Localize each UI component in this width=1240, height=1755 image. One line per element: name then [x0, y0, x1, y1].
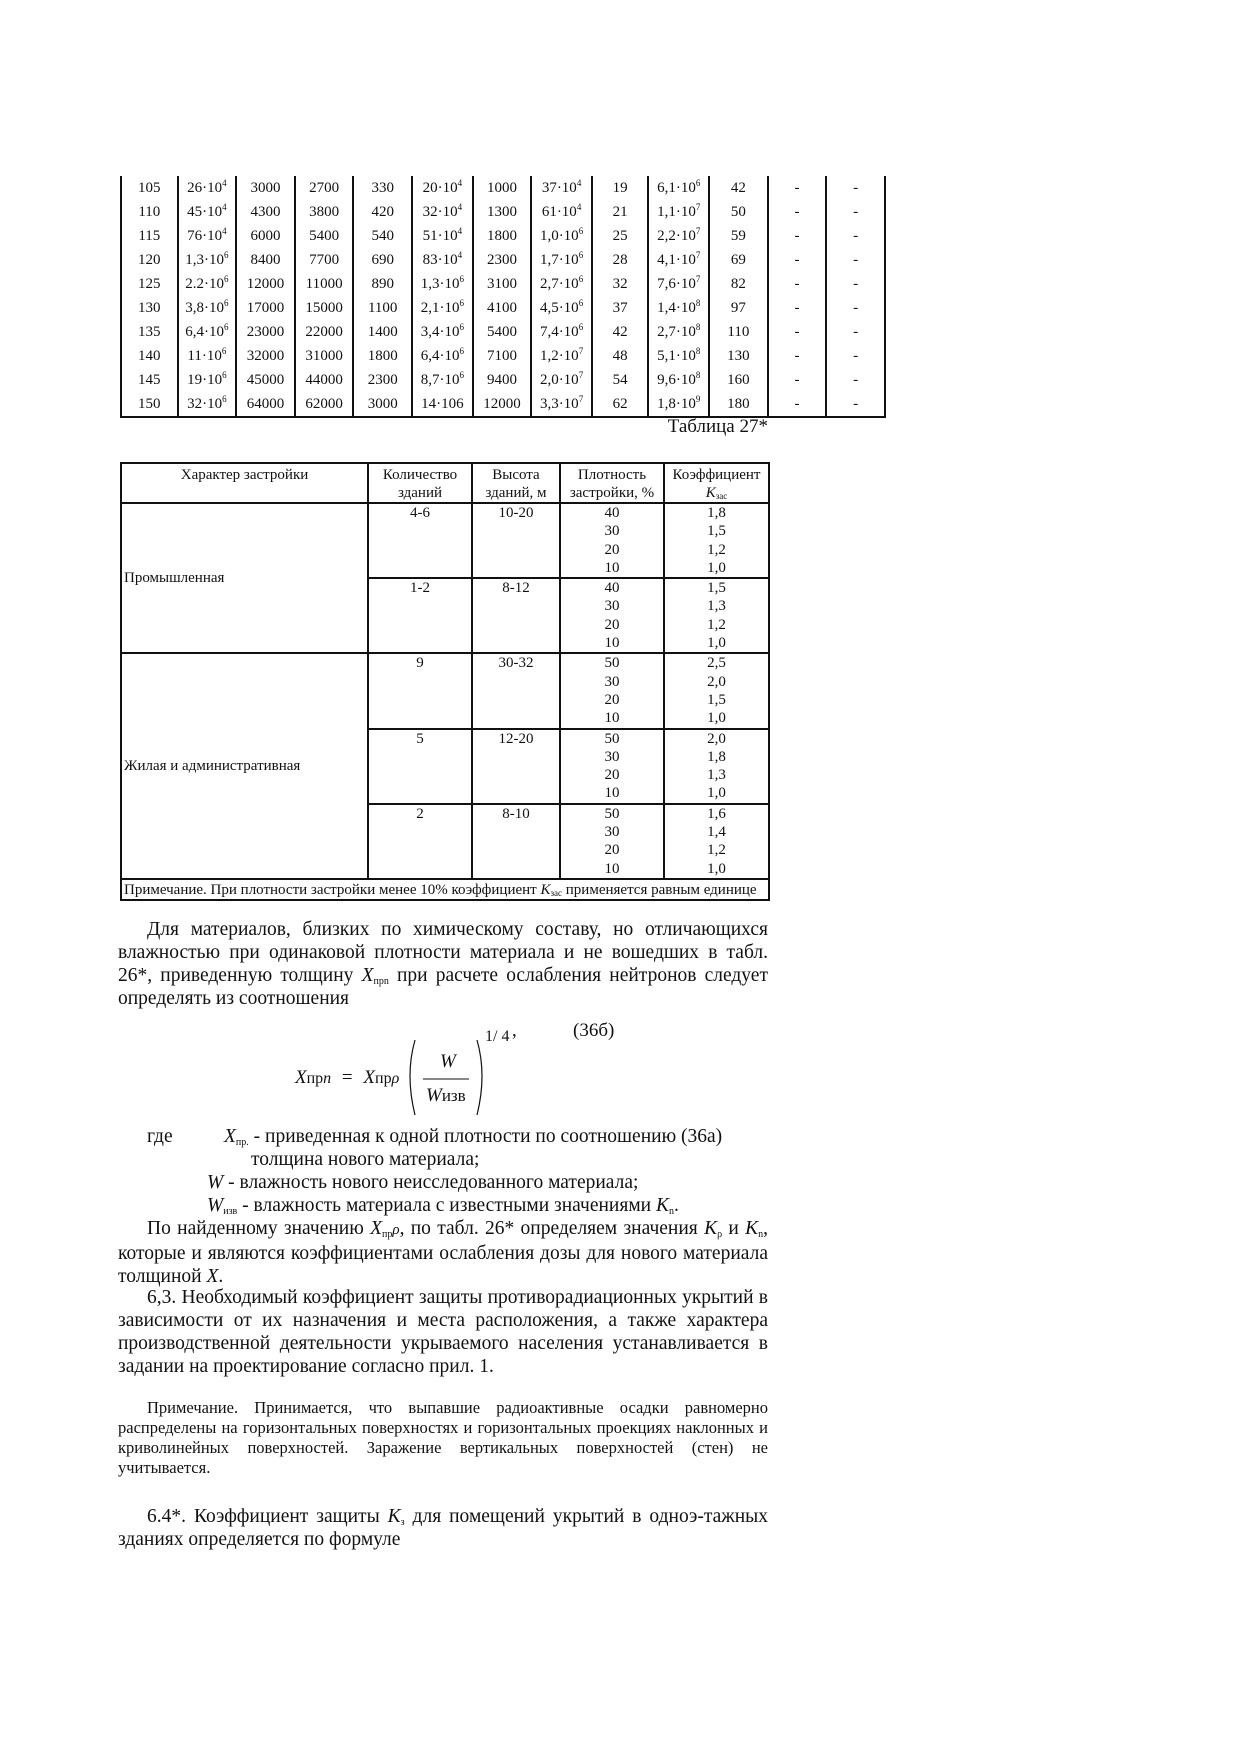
building-count-cell: [368, 541, 472, 559]
building-count-cell: [368, 766, 472, 784]
table-cell: 690: [353, 248, 412, 272]
building-count-cell: [368, 748, 472, 766]
table-cell: $4,5\cdot 10^6$: [531, 296, 592, 320]
table-cell: 19: [592, 176, 649, 200]
building-height-cell: [472, 748, 560, 766]
density-cell: 20: [560, 766, 664, 784]
table-cell: 21: [592, 200, 649, 224]
formula-brackets: [405, 1035, 515, 1125]
table-cell: 11000: [295, 272, 354, 296]
coefficient-cell: 1,4: [664, 823, 769, 841]
coefficient-cell: 1,2: [664, 841, 769, 859]
table-cell: 4300: [236, 200, 295, 224]
density-cell: 20: [560, 616, 664, 634]
building-count-cell: [368, 616, 472, 634]
building-height-cell: [472, 522, 560, 540]
table-cell: $1,8\cdot 10^9$: [648, 392, 709, 417]
table-cell: $6,4\cdot 10^6$: [178, 320, 237, 344]
table-cell: $32\cdot 10^6$: [178, 392, 237, 417]
table-row: [121, 200, 885, 224]
table-cell: $2,7\cdot 10^8$: [648, 320, 709, 344]
table-cell: 7700: [295, 248, 354, 272]
table-cell: -: [768, 248, 827, 272]
table-row: [121, 392, 885, 417]
table-cell: -: [768, 320, 827, 344]
table-cell: $20\cdot 10^4$: [412, 176, 473, 200]
table-cell: 140: [121, 344, 178, 368]
table-cell: -: [768, 368, 827, 392]
table-row: [121, 224, 885, 248]
table-cell: 25: [592, 224, 649, 248]
density-cell: 50: [560, 804, 664, 823]
table-cell: 1000: [473, 176, 532, 200]
coefficient-cell: 2,0: [664, 729, 769, 748]
table-cell: 12000: [473, 392, 532, 417]
building-height-cell: [472, 673, 560, 691]
table-cell: 37: [592, 296, 649, 320]
table-cell: 7100: [473, 344, 532, 368]
density-cell: 30: [560, 522, 664, 540]
table-cell: 1100: [353, 296, 412, 320]
coefficient-cell: 1,2: [664, 616, 769, 634]
coefficient-cell: 1,0: [664, 784, 769, 803]
building-height-cell: 8-12: [472, 578, 560, 597]
building-count-cell: 9: [368, 653, 472, 672]
where-wizv-definition: $W_{изв}$ - влажность материала с известными значениями $K_n$.: [207, 1195, 679, 1217]
table-cell: $1,0\cdot 10^6$: [531, 224, 592, 248]
table-cell: 15000: [295, 296, 354, 320]
table-cell: -: [768, 224, 827, 248]
building-count-cell: 4-6: [368, 503, 472, 522]
coefficient-cell: 1,3: [664, 766, 769, 784]
building-count-cell: [368, 691, 472, 709]
table-cell: 6000: [236, 224, 295, 248]
table-cell: 14·106: [412, 392, 473, 417]
density-cell: 20: [560, 841, 664, 859]
table-cell: 64000: [236, 392, 295, 417]
building-height-cell: [472, 597, 560, 615]
table-cell: $1,4\cdot 10^8$: [648, 296, 709, 320]
table-cell: 110: [709, 320, 768, 344]
density-cell: 40: [560, 503, 664, 522]
density-cell: 40: [560, 578, 664, 597]
table-cell: $7,6\cdot 10^7$: [648, 272, 709, 296]
table-cell: 9400: [473, 368, 532, 392]
building-height-cell: [472, 841, 560, 859]
table-cell: $11\cdot 10^6$: [178, 344, 237, 368]
building-count-cell: [368, 673, 472, 691]
table-cell: 45000: [236, 368, 295, 392]
table-cell: $45\cdot 10^4$: [178, 200, 237, 224]
table-cell: $2.2\cdot 10^6$: [178, 272, 237, 296]
table-cell: 12000: [236, 272, 295, 296]
density-cell: 20: [560, 541, 664, 559]
table-cell: 28: [592, 248, 649, 272]
paragraph-6-3: 6,3. Необходимый коэффициент защиты противорадиационных укрытий в зависимости от их назначения и места расположения, а также характера производственной деятельности укрываемого населения устанавливается в задании на проектирование согласно прил. 1.: [118, 1287, 768, 1377]
table-cell: $2,1\cdot 10^6$: [412, 296, 473, 320]
table-cell: 890: [353, 272, 412, 296]
table-cell: -: [826, 272, 885, 296]
table-cell: $7,4\cdot 10^6$: [531, 320, 592, 344]
paragraph-found-value: По найденному значению $X_{пр}\rho$, по табл. 26* определяем значения $K_\rho$ и $K_n$, которые и являются коэффициентами ослабления дозы для нового материала толщиной X.: [118, 1218, 769, 1287]
table-cell: $1,3\cdot 10^6$: [178, 248, 237, 272]
header-coefficient: Коэффициент $K_{зас}$: [664, 463, 769, 503]
coefficient-cell: 1,0: [664, 559, 769, 578]
table-cell: $1,2\cdot 10^7$: [531, 344, 592, 368]
table-cell: -: [826, 296, 885, 320]
building-type-cell: Жилая и административная: [121, 653, 368, 879]
header-building-height: Высота зданий, м: [472, 463, 560, 503]
building-height-cell: [472, 616, 560, 634]
table-cell: $3,8\cdot 10^6$: [178, 296, 237, 320]
table-row: [121, 296, 885, 320]
building-height-cell: 30-32: [472, 653, 560, 672]
table-cell: 50: [709, 200, 768, 224]
table-row: [121, 248, 885, 272]
table-cell: $4,1\cdot 10^7$: [648, 248, 709, 272]
coefficient-cell: 1,0: [664, 860, 769, 879]
table-cell: -: [826, 176, 885, 200]
table-cell: 2300: [353, 368, 412, 392]
paragraph-materials: Для материалов, близких по химическому составу, но отличающихся влажностью при одинаковой плотности материала и не вошедших в табл. 26*, приведенную толщину $X_{прn}$ при расчете ослабления нейтронов следует определять из соотношения: [118, 919, 768, 1009]
building-count-cell: [368, 634, 472, 653]
table-cell: 3100: [473, 272, 532, 296]
table-cell: $19\cdot 10^6$: [178, 368, 237, 392]
table-cell: 59: [709, 224, 768, 248]
building-height-cell: [472, 766, 560, 784]
table-cell: -: [826, 248, 885, 272]
density-cell: 20: [560, 691, 664, 709]
table-cell: 145: [121, 368, 178, 392]
table-cell: 32: [592, 272, 649, 296]
table-row: [121, 344, 885, 368]
table-cell: -: [768, 272, 827, 296]
table-cell: 1800: [353, 344, 412, 368]
building-count-cell: [368, 709, 472, 728]
density-cell: 10: [560, 559, 664, 578]
where-x-definition-cont: толщина нового материала;: [251, 1149, 480, 1170]
building-count-cell: [368, 860, 472, 879]
table-cell: -: [826, 200, 885, 224]
building-count-cell: [368, 597, 472, 615]
table-cell: 130: [709, 344, 768, 368]
table-cell: $83\cdot 10^4$: [412, 248, 473, 272]
table-row: [121, 653, 769, 672]
table-cell: $6,4\cdot 10^6$: [412, 344, 473, 368]
table-cell: $5,1\cdot 10^8$: [648, 344, 709, 368]
coefficient-cell: 1,8: [664, 748, 769, 766]
density-cell: 10: [560, 784, 664, 803]
table-cell: 31000: [295, 344, 354, 368]
table-cell: 2700: [295, 176, 354, 200]
paragraph-6-4: 6.4*. Коэффициент защиты $K_з$ для помещений укрытий в одноэ-тажных зданиях определяется по формуле: [118, 1506, 768, 1550]
table-cell: $26\cdot 10^4$: [178, 176, 237, 200]
table-cell: 5400: [473, 320, 532, 344]
table-27-caption: Таблица 27*: [667, 416, 768, 437]
table-cell: 3000: [353, 392, 412, 417]
table-cell: $61\cdot 10^4$: [531, 200, 592, 224]
table-cell: 540: [353, 224, 412, 248]
table-cell: 120: [121, 248, 178, 272]
building-count-cell: [368, 841, 472, 859]
building-count-cell: [368, 559, 472, 578]
table-cell: -: [826, 320, 885, 344]
table-26-continuation: [120, 176, 886, 418]
density-cell: 30: [560, 823, 664, 841]
table-cell: 8400: [236, 248, 295, 272]
coefficient-cell: 1,8: [664, 503, 769, 522]
building-height-cell: 8-10: [472, 804, 560, 823]
table-cell: 32000: [236, 344, 295, 368]
coefficient-cell: 1,5: [664, 578, 769, 597]
building-height-cell: [472, 784, 560, 803]
table-cell: 62: [592, 392, 649, 417]
table-cell: $2,0\cdot 10^7$: [531, 368, 592, 392]
table-row: [121, 320, 885, 344]
table-cell: 1300: [473, 200, 532, 224]
density-cell: 10: [560, 860, 664, 879]
coefficient-cell: 2,0: [664, 673, 769, 691]
header-building-count: Количество зданий: [368, 463, 472, 503]
table-cell: 1400: [353, 320, 412, 344]
table-cell: 69: [709, 248, 768, 272]
table-cell: 23000: [236, 320, 295, 344]
table-cell: 330: [353, 176, 412, 200]
coefficient-cell: 2,5: [664, 653, 769, 672]
building-count-cell: [368, 784, 472, 803]
table-cell: $2,7\cdot 10^6$: [531, 272, 592, 296]
table-cell: $1,7\cdot 10^6$: [531, 248, 592, 272]
table-cell: $1,1\cdot 10^7$: [648, 200, 709, 224]
building-count-cell: [368, 522, 472, 540]
building-height-cell: [472, 541, 560, 559]
coefficient-cell: 1,2: [664, 541, 769, 559]
building-type-cell: Промышленная: [121, 503, 368, 653]
table-cell: -: [826, 392, 885, 417]
table-cell: 54: [592, 368, 649, 392]
table-cell: $9,6\cdot 10^8$: [648, 368, 709, 392]
table-27-note: Примечание. При плотности застройки менее 10% коэффициент $K_{зас}$ применяется равным единице: [121, 879, 769, 900]
where-x-definition: $X_{пр.}$ - приведенная к одной плотности по соотношению (36а): [224, 1126, 723, 1148]
table-27: [120, 462, 770, 901]
table-cell: 48: [592, 344, 649, 368]
building-height-cell: [472, 691, 560, 709]
table-cell: $3,3\cdot 10^7$: [531, 392, 592, 417]
table-cell: $8,7\cdot 10^6$: [412, 368, 473, 392]
table-cell: $3,4\cdot 10^6$: [412, 320, 473, 344]
table-cell: 110: [121, 200, 178, 224]
density-cell: 10: [560, 634, 664, 653]
table-cell: 150: [121, 392, 178, 417]
table-cell: 2300: [473, 248, 532, 272]
table-cell: 160: [709, 368, 768, 392]
table-cell: 125: [121, 272, 178, 296]
table-cell: 1800: [473, 224, 532, 248]
coefficient-cell: 1,0: [664, 634, 769, 653]
building-height-cell: 12-20: [472, 729, 560, 748]
table-cell: $1,3\cdot 10^6$: [412, 272, 473, 296]
table-cell: 42: [709, 176, 768, 200]
table-cell: $51\cdot 10^4$: [412, 224, 473, 248]
header-density: Плотность застройки, %: [560, 463, 664, 503]
density-cell: 50: [560, 729, 664, 748]
coefficient-cell: 1,0: [664, 709, 769, 728]
table-cell: 82: [709, 272, 768, 296]
table-cell: 105: [121, 176, 178, 200]
table-cell: -: [768, 200, 827, 224]
table-row: [121, 272, 885, 296]
table-cell: $6,1\cdot 10^6$: [648, 176, 709, 200]
table-cell: -: [768, 176, 827, 200]
table-cell: 3000: [236, 176, 295, 200]
table-cell: 42: [592, 320, 649, 344]
table-cell: 135: [121, 320, 178, 344]
building-count-cell: [368, 823, 472, 841]
table-cell: 97: [709, 296, 768, 320]
table-cell: -: [826, 224, 885, 248]
table-cell: $2,2\cdot 10^7$: [648, 224, 709, 248]
table-cell: 3800: [295, 200, 354, 224]
table-cell: $37\cdot 10^4$: [531, 176, 592, 200]
table-cell: -: [768, 344, 827, 368]
table-cell: 62000: [295, 392, 354, 417]
table-row: [121, 176, 885, 200]
building-height-cell: [472, 559, 560, 578]
table-cell: $32\cdot 10^4$: [412, 200, 473, 224]
table-cell: 44000: [295, 368, 354, 392]
table-cell: 130: [121, 296, 178, 320]
table-cell: 420: [353, 200, 412, 224]
building-height-cell: [472, 823, 560, 841]
coefficient-cell: 1,6: [664, 804, 769, 823]
building-height-cell: [472, 709, 560, 728]
table-cell: 180: [709, 392, 768, 417]
building-count-cell: 5: [368, 729, 472, 748]
table-cell: $76\cdot 10^4$: [178, 224, 237, 248]
density-cell: 30: [560, 673, 664, 691]
density-cell: 50: [560, 653, 664, 672]
density-cell: 10: [560, 709, 664, 728]
header-building-type: Характер застройки: [121, 463, 368, 503]
coefficient-cell: 1,3: [664, 597, 769, 615]
density-cell: 30: [560, 748, 664, 766]
coefficient-cell: 1,5: [664, 522, 769, 540]
table-cell: 5400: [295, 224, 354, 248]
table-cell: 4100: [473, 296, 532, 320]
table-row: [121, 503, 769, 522]
building-count-cell: 1-2: [368, 578, 472, 597]
building-height-cell: [472, 860, 560, 879]
note-radioactive-fallout: Примечание. Принимается, что выпавшие радиоактивные осадки равномерно распределены на горизонтальных поверхностях и горизонтальных проекциях наклонных и криволинейных поверхностей. Заражение вертикальных поверхностей (стен) не учитывается.: [118, 1398, 768, 1477]
table-row: [121, 368, 885, 392]
building-height-cell: 10-20: [472, 503, 560, 522]
table-cell: -: [826, 344, 885, 368]
density-cell: 30: [560, 597, 664, 615]
table-cell: 17000: [236, 296, 295, 320]
building-count-cell: 2: [368, 804, 472, 823]
table-cell: 115: [121, 224, 178, 248]
table-cell: 22000: [295, 320, 354, 344]
where-label: где: [147, 1126, 173, 1147]
formula-36b: Xпрn = Xпрρ W Wизв 1/ 4: [295, 1025, 555, 1125]
coefficient-cell: 1,5: [664, 691, 769, 709]
building-height-cell: [472, 634, 560, 653]
where-w-definition: W - влажность нового неисследованного материала;: [207, 1172, 639, 1193]
table-cell: -: [826, 368, 885, 392]
table-cell: -: [768, 392, 827, 417]
table-cell: -: [768, 296, 827, 320]
